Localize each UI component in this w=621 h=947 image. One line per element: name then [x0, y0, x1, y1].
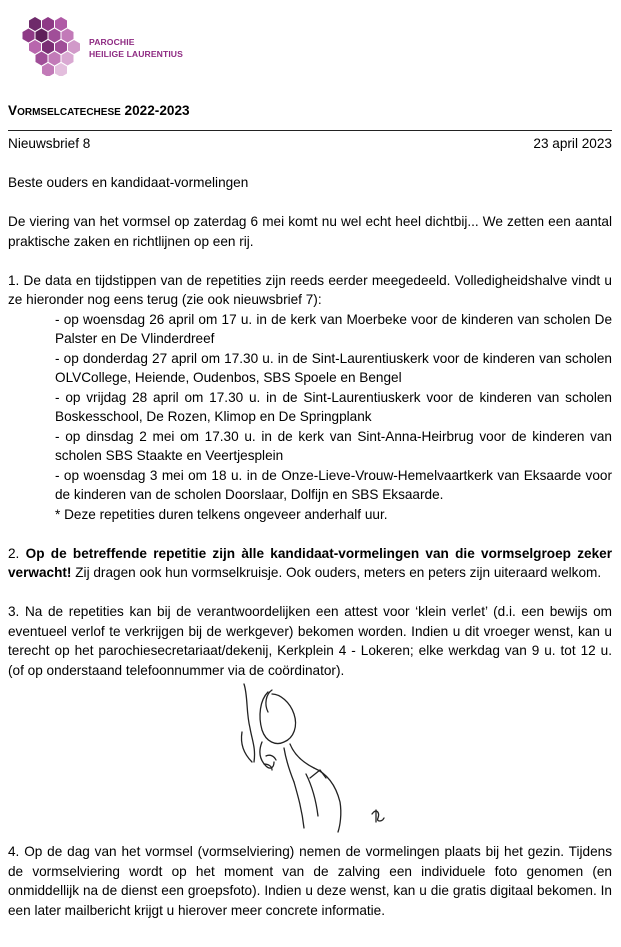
p2-emphasis: Op de betreffende repetitie zijn àlle kandidaat-vormelingen van die vormselgroep zeker verwacht! — [8, 545, 612, 580]
p2-prefix: 2. — [8, 545, 26, 561]
rehearsal-item: - op vrijdag 28 april om 17.30 u. in de Sint-Laurentiuskerk voor de kinderen van scholen Boskesschool, De Rozen, Klimop en De Springplank — [55, 389, 612, 424]
intro-paragraph: De viering van het vormsel op zaterdag 6 mei komt nu wel echt heel dichtbij... We zetten een aantal praktische zaken en richtlijnen op een rij. — [8, 214, 612, 249]
org-line-2: HEILIGE LAURENTIUS — [89, 48, 183, 59]
newsletter-date: 23 april 2023 — [533, 136, 612, 151]
document-title: Vormselcatechese 2022-2023 — [8, 103, 190, 118]
parish-logo — [22, 16, 84, 76]
paragraph-2 — [8, 544, 612, 583]
rehearsal-item: - op donderdag 27 april om 17.30 u. in de Sint-Laurentiuskerk voor de kinderen van scholen OLVCollege, Heiende, Oudenbos, SBS Spoele en Bengel — [55, 350, 612, 385]
illustration-area — [8, 680, 612, 842]
p2-rest: Zij dragen ook hun vormselkruisje. Ook ouders, meters en peters zijn uiteraard welkom. — [71, 565, 602, 580]
rehearsal-item: - op woensdag 26 april om 17 u. in de kerk van Moerbeke voor de kinderen van scholen De Palster en De Vlinderdreef — [55, 311, 612, 346]
greeting: Beste ouders en kandidaat-vormelingen — [8, 175, 249, 190]
paragraph-1: 1. De data en tijdstippen van de repetities zijn reeds eerder meegedeeld. Volledigheidshalve vindt u ze hieronder nog eens terug (zie ook nieuwsbrief 7): — [8, 272, 612, 307]
newsletter-number: Nieuwsbrief 8 — [8, 136, 91, 151]
paragraph-3: 3. Na de repetities kan bij de verantwoordelijken een attest voor ‘klein verlet’ (d.i. een bewijs om eventueel verlof te verkrijgen bij de werkgever) bekomen worden. Indien u dit vroeger wenst, kan u terecht op het parochiesecretariaat/dekenij, Kerkplein 4 - Lokeren; elke werkdag van 9 u. tot 12 u. (of op onderstaand telefoonnummer via de coördinator). — [8, 604, 612, 678]
newsletter-header-row — [8, 134, 612, 154]
rehearsal-item: - op woensdag 3 mei om 18 u. in de Onze-Lieve-Vrouw-Hemelvaartkerk van Eksaarde voor de kinderen van de scholen Doorslaar, Dolfijn en SBS Eksaarde. — [55, 467, 612, 502]
title-rule — [8, 120, 612, 131]
praying-figure-illustration — [232, 682, 400, 834]
document-body — [8, 101, 612, 920]
rehearsal-list — [8, 310, 612, 525]
org-line-1: PAROCHIE — [89, 37, 135, 47]
rehearsal-note: * Deze repetities duren telkens ongeveer anderhalf uur. — [55, 506, 388, 522]
paragraph-4: 4. Op de dag van het vormsel (vormselviering) nemen de vormelingen plaats bij het gezin. Tijdens de vormselviering wordt op het moment van de zalving een individuele foto genomen (en onmiddellijk na de dienst een groepsfoto). Indien u deze wenst, kan u die gratis digitaal bekomen. In een later mailbericht krijgt u hierover meer concrete informatie. — [8, 844, 612, 918]
organization-name — [89, 37, 183, 60]
rehearsal-item: - op dinsdag 2 mei om 17.30 u. in de kerk van Sint-Anna-Heirbrug voor de kinderen van scholen SBS Staakte en Veertjesplein — [55, 428, 612, 463]
